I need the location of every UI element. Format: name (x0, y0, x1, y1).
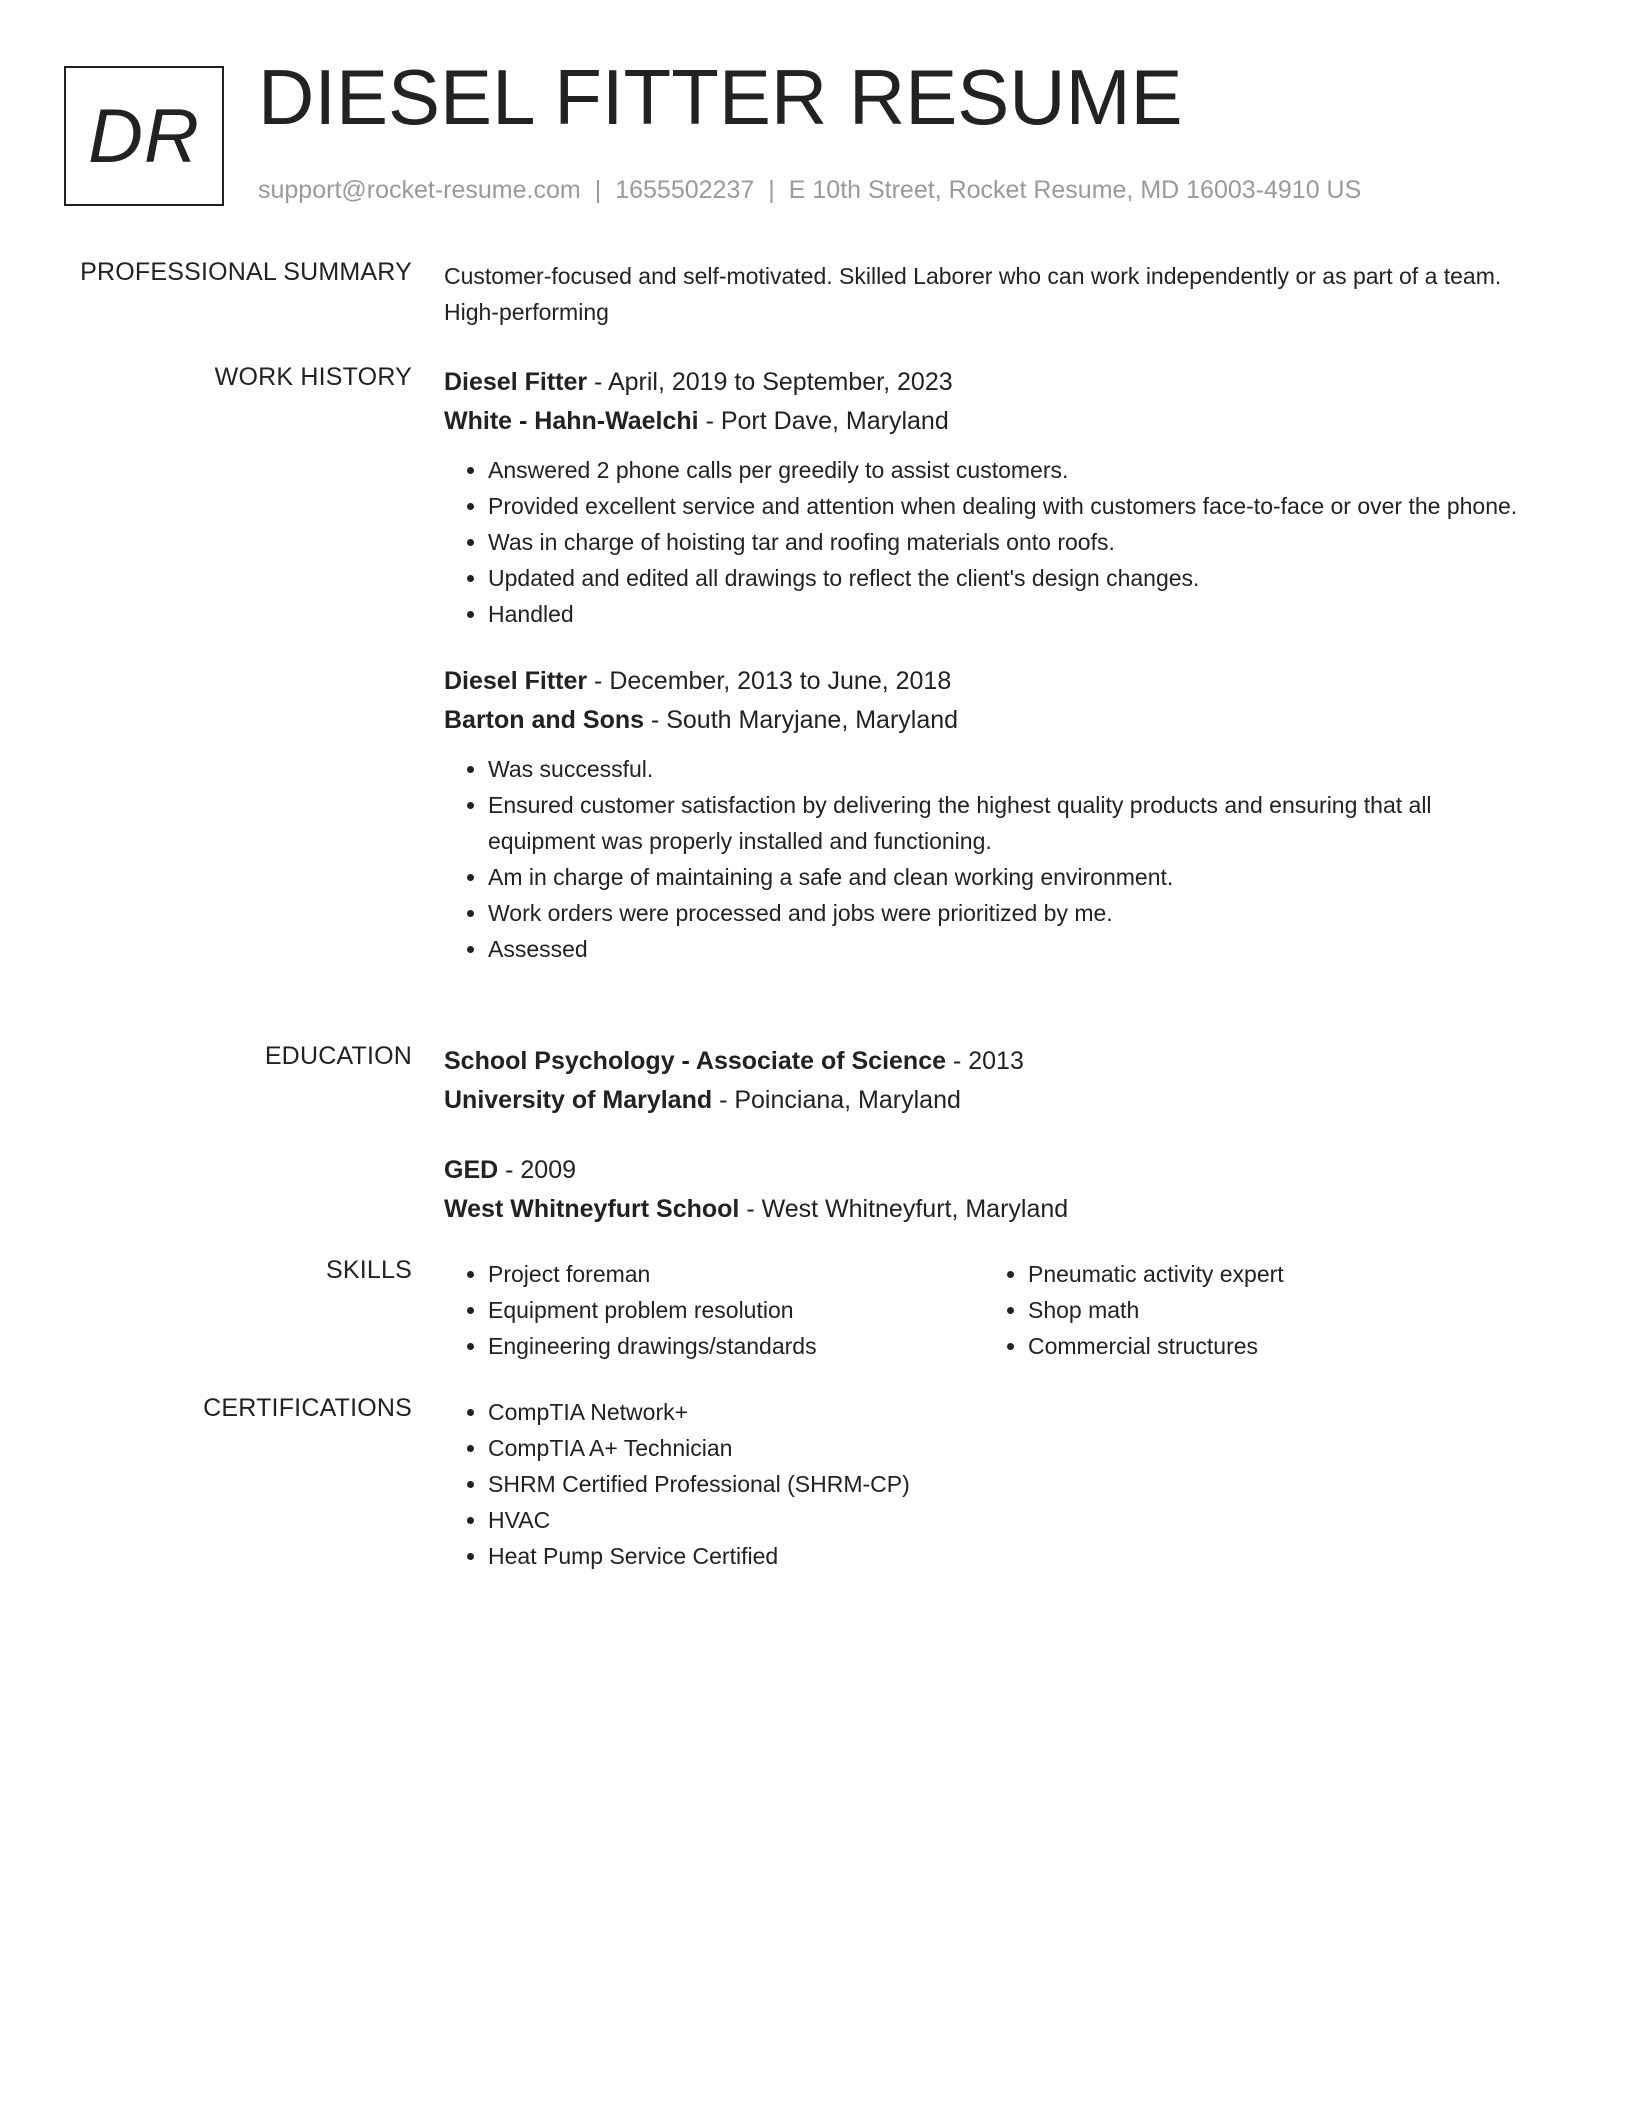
section-label-certifications: CERTIFICATIONS (203, 1394, 412, 1422)
resume-title: DIESEL FITTER RESUME (258, 53, 1183, 141)
job-location: - Port Dave, Maryland (698, 407, 949, 435)
contact-separator: | (594, 176, 602, 204)
job-bullets (444, 751, 1524, 967)
job-bullet: • Am in charge of maintaining a safe and clean working environment. (488, 859, 1524, 895)
skill-item: • Pneumatic activity expert (1028, 1256, 1524, 1292)
certification-item: • CompTIA A+ Technician (488, 1430, 1524, 1466)
job-company: White - Hahn-Waelchi (444, 407, 699, 435)
job-bullet: • Provided excellent service and attention when dealing with customers face-to-face or over the phone. (488, 488, 1524, 524)
job-company-line (444, 701, 1524, 740)
job-bullets (444, 452, 1524, 632)
skill-item: • Project foreman (488, 1256, 984, 1292)
education-school-line (444, 1190, 1524, 1229)
job-title-line (444, 363, 1524, 402)
job-entry (444, 363, 1524, 632)
monogram-badge (64, 66, 224, 206)
skills-column-left (444, 1256, 984, 1364)
skill-item: • Commercial structures (1028, 1328, 1524, 1364)
job-bullet: • Updated and edited all drawings to reflect the client's design changes. (488, 560, 1524, 596)
certification-item: • SHRM Certified Professional (SHRM-CP) (488, 1466, 1524, 1502)
education-entry (444, 1151, 1524, 1229)
job-dates: - December, 2013 to June, 2018 (587, 667, 952, 695)
education-year: - 2013 (946, 1047, 1024, 1075)
education-degree: School Psychology - Associate of Science (444, 1047, 947, 1075)
summary-text: Customer-focused and self-motivated. Skilled Laborer who can work independently or as part of a team. High-performing (444, 263, 1502, 325)
education-location: - West Whitneyfurt, Maryland (739, 1195, 1069, 1223)
education-school: West Whitneyfurt School (444, 1195, 740, 1223)
job-bullet: • Was successful. (488, 751, 1524, 787)
monogram-text: DR (88, 93, 200, 179)
job-company-line (444, 402, 1524, 441)
job-bullet: • Ensured customer satisfaction by delivering the highest quality products and ensuring that all equipment was properly installed and functioning. (488, 787, 1524, 859)
job-bullet: • Handled (488, 596, 1524, 632)
skill-item: • Engineering drawings/standards (488, 1328, 984, 1364)
job-title: Diesel Fitter (444, 667, 588, 695)
job-title-line (444, 662, 1524, 701)
job-company: Barton and Sons (444, 706, 645, 734)
section-label-skills: SKILLS (326, 1256, 412, 1284)
certifications-list (444, 1394, 1524, 1574)
job-bullet: • Was in charge of hoisting tar and roofing materials onto roofs. (488, 524, 1524, 560)
contact-email: support@rocket-resume.com (258, 176, 581, 204)
education-year: - 2009 (498, 1156, 577, 1184)
job-entry (444, 662, 1524, 967)
job-bullet: • Work orders were processed and jobs were prioritized by me. (488, 895, 1524, 931)
skills-grid (444, 1256, 1524, 1364)
certification-item: • CompTIA Network+ (488, 1394, 1524, 1430)
education-degree-line (444, 1151, 1524, 1190)
education-location: - Poinciana, Maryland (712, 1086, 961, 1114)
job-title: Diesel Fitter (444, 368, 588, 396)
skill-item: • Equipment problem resolution (488, 1292, 984, 1328)
certification-item: • Heat Pump Service Certified (488, 1538, 1524, 1574)
education-degree: GED (444, 1156, 499, 1184)
job-bullet: • Answered 2 phone calls per greedily to assist customers. (488, 452, 1524, 488)
section-label-summary: PROFESSIONAL SUMMARY (80, 258, 412, 286)
contact-address: E 10th Street, Rocket Resume, MD 16003-4910 US (788, 176, 1362, 204)
job-bullet: • Assessed (488, 931, 1524, 967)
contact-line (258, 176, 1361, 205)
skills-column-right (984, 1256, 1524, 1364)
section-label-work-history: WORK HISTORY (214, 363, 412, 391)
education-school-line (444, 1081, 1524, 1120)
skill-item: • Shop math (1028, 1292, 1524, 1328)
job-dates: - April, 2019 to September, 2023 (587, 368, 953, 396)
certification-item: • HVAC (488, 1502, 1524, 1538)
education-entry (444, 1042, 1524, 1120)
education-school: University of Maryland (444, 1086, 713, 1114)
education-degree-line (444, 1042, 1524, 1081)
contact-separator: | (768, 176, 775, 204)
contact-phone: 1655502237 (615, 176, 755, 204)
section-label-education: EDUCATION (264, 1042, 412, 1070)
job-location: - South Maryjane, Maryland (644, 706, 959, 734)
